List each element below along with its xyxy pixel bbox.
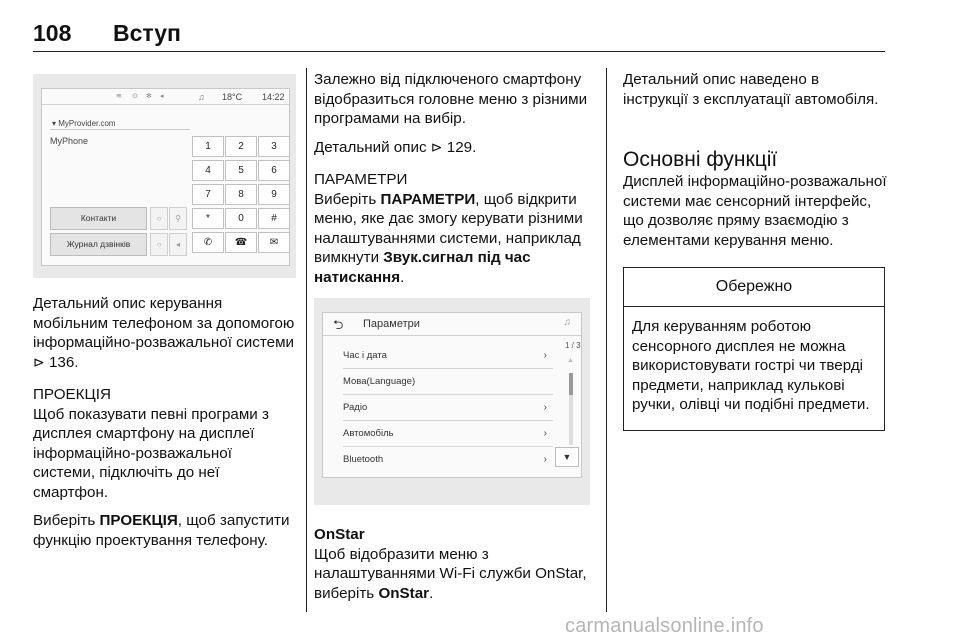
status-bar [42,89,289,105]
key-2[interactable]: 2 [225,136,257,157]
signal-icon: ▾ [52,119,59,128]
settings-item-language[interactable]: Мова(Language) [343,369,553,395]
settings-screen-figure [314,298,590,505]
provider-name: ▾ MyProvider.com [52,119,116,128]
column-3 [623,70,888,118]
music-note-icon[interactable]: ♫ [198,92,205,102]
paragraph: Детальний опис наведено в інструкції з експлуатації автомобіля. [623,71,879,108]
caution-box [623,267,885,431]
divider [50,129,190,130]
paragraph: Дисплей інформаційно-розважальної системи має сенсорний інтерфейс, що дозволяє пряму взаємодію з елементами керування меню. [623,173,887,249]
toggle-icon[interactable]: ○ [150,207,168,230]
chevron-right-icon: › [543,454,547,465]
key-5[interactable]: 5 [225,160,257,181]
key-6[interactable]: 6 [258,160,290,181]
column-3-body [623,172,888,259]
scrollbar-thumb[interactable] [569,373,573,395]
chevron-right-icon: › [543,402,547,413]
paragraph: Детальний опис керування мобільним телефоном за допомогою інформаційно-розважальної системи ⊳ 136. [33,295,295,371]
column-1 [33,294,298,559]
status-icon: ≋ [116,93,122,100]
key-hash[interactable]: # [258,208,290,229]
settings-item-time-date[interactable]: Час і дата › [343,343,553,369]
settings-item-radio[interactable]: Радіо › [343,395,553,421]
caution-text: Для керуванням роботою сенсорного дисплея не можна використовувати гострі чи тверді предмети, наприклад кулькові ручки, олівці чи подібні предмети. [632,318,870,413]
key-4[interactable]: 4 [192,160,224,181]
section-heading: ПРОЕКЦІЯ [33,386,111,403]
settings-title: Параметри [363,318,420,330]
paragraph: Виберіть ПАРАМЕТРИ, щоб відкрити меню, яке дає змогу керувати різними налаштуваннями системи, наприклад вимкнути Звук.сигнал під час натискання. [314,190,583,286]
temperature: 18°C [222,92,243,102]
settings-screen [322,312,582,478]
page-title: Вступ [113,20,181,46]
volume-icon: ◂ [160,93,164,100]
column-divider-2 [606,68,607,612]
phone-screen-figure [33,74,296,278]
phone-name: MyPhone [50,136,89,146]
key-1[interactable]: 1 [192,136,224,157]
settings-item-bluetooth[interactable]: Bluetooth › [343,447,553,472]
music-note-icon[interactable]: ♫ [563,317,571,328]
key-3[interactable]: 3 [258,136,290,157]
section-title: Основні функції [623,148,778,171]
bluetooth-icon: ✻ [146,93,152,100]
caution-title: Обережно [624,268,884,307]
voicemail-icon[interactable]: ✉ [258,232,290,253]
hang-up-icon[interactable]: ☎ [225,232,257,253]
scroll-up-icon[interactable]: ▲ [567,357,574,364]
contacts-button[interactable]: Контакти [50,207,147,230]
call-icon[interactable]: ✆ [192,232,224,253]
section-heading: OnStar [314,526,365,543]
page-indicator: 1 / 3 [565,341,581,350]
paragraph: Залежно від підключеного смартфону відобразиться головне меню з різними програмами на вибір. [314,71,588,127]
key-7[interactable]: 7 [192,184,224,205]
speaker-icon[interactable]: ◂ [169,233,187,256]
paragraph: Детальний опис ⊳ 129. [314,138,477,156]
key-8[interactable]: 8 [225,184,257,205]
paragraph: Щоб відобразити меню з налаштуваннями Wi-Fi служби OnStar, виберіть OnStar. [314,545,587,602]
section-heading: ПАРАМЕТРИ [314,171,408,188]
toggle-icon[interactable]: ○ [150,233,168,256]
call-log-button[interactable]: Журнал дзвінків [50,233,147,256]
scroll-down-button[interactable]: ▼ [555,447,579,467]
header-rule [33,51,885,52]
key-9[interactable]: 9 [258,184,290,205]
settings-item-vehicle[interactable]: Автомобіль › [343,421,553,447]
column-2 [314,70,596,296]
status-icon: ⊙ [132,93,138,100]
phone-screen [41,88,290,266]
back-arrow-icon[interactable]: ⮌ [333,317,344,332]
watermark: carmanualsonline.info [565,615,764,637]
key-0[interactable]: 0 [225,208,257,229]
column-2-onstar [314,525,596,612]
key-star[interactable]: * [192,208,224,229]
page-number: 108 [33,20,72,46]
mute-mic-icon[interactable]: ⚲ [169,207,187,230]
chevron-right-icon: › [543,428,547,439]
page-ref-icon: ⊳ [33,353,45,370]
chevron-right-icon: › [543,350,547,361]
paragraph: Виберіть ПРОЕКЦІЯ, щоб запустити функцію проектування телефону. [33,512,290,549]
settings-header [323,313,581,336]
clock: 14:22 [262,92,285,102]
page-ref-icon: ⊳ [430,138,443,155]
column-divider-1 [306,68,307,612]
paragraph: Щоб показувати певні програми з дисплея смартфону на дисплеї інформаційно-розважальної системи, підключіть до неї смартфон. [33,405,269,501]
